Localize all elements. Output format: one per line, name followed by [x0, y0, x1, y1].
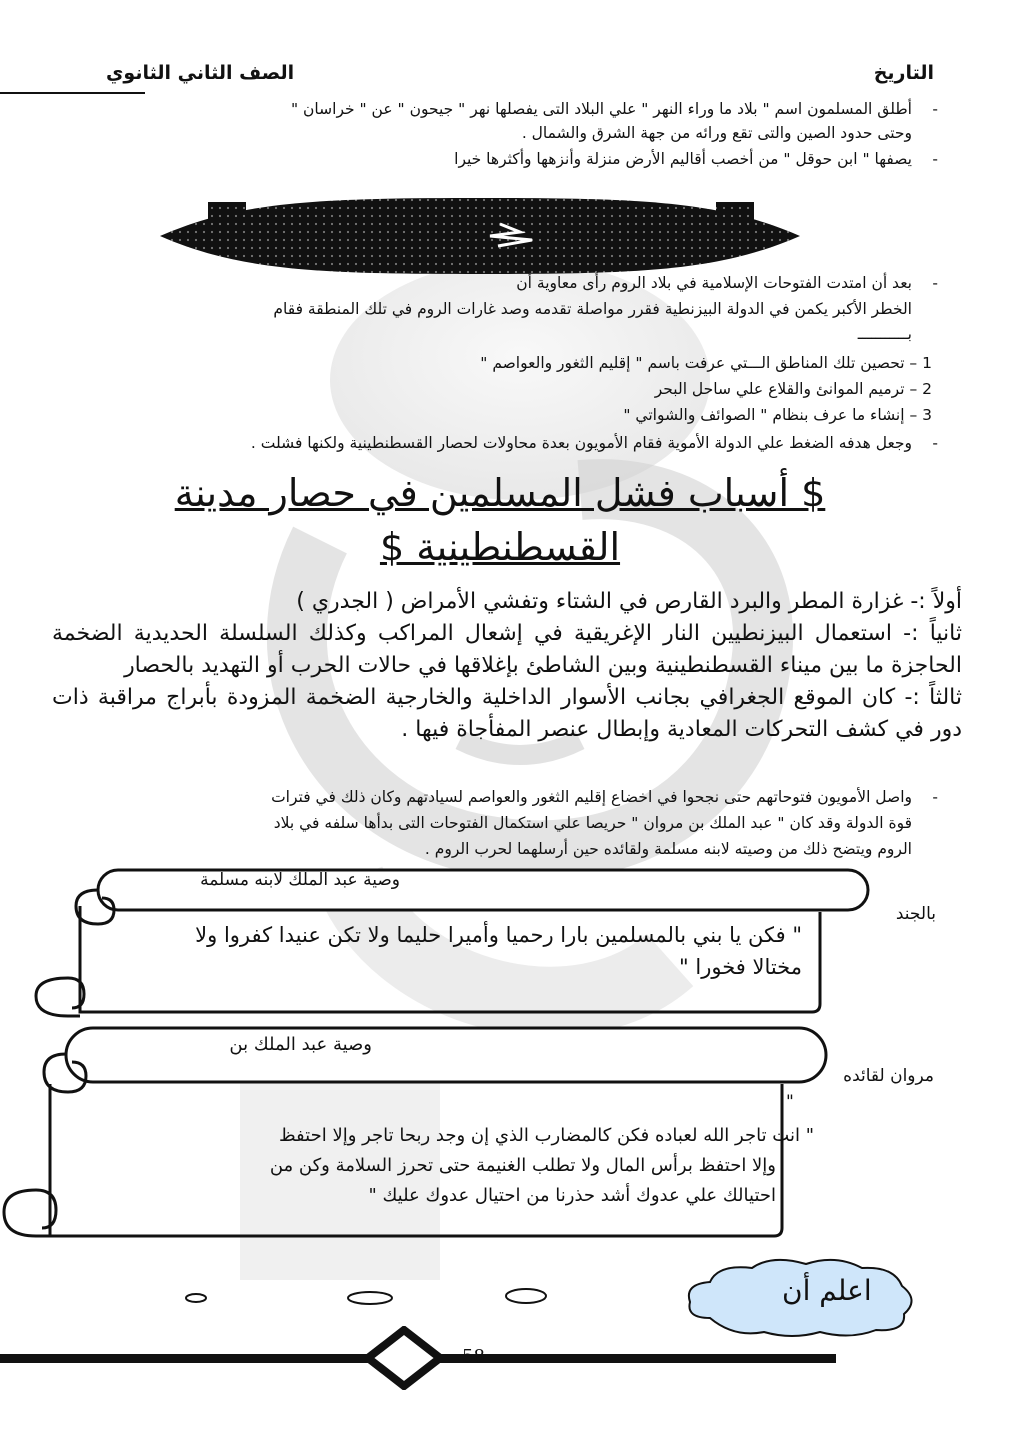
scroll2-title: وصية عبد الملك بن: [229, 1034, 372, 1055]
scroll2-text-line3: احتيالك علي عدوك أشد حذرنا من احتيال عدوك عليك ": [368, 1185, 776, 1206]
thughur-closing: - وجعل هدفه الضغط علي الدولة الأموية فقام الأمويون بعدة محاولات لحصار القسطنطينية ولكنها فشلت .: [250, 434, 938, 452]
cloud-label: اعلم أن: [782, 1274, 872, 1307]
scroll2-text-line2: وإلا احتفظ برأس المال ولا تطلب الغنيمة حتى تحرز السلامة وكن من: [269, 1155, 776, 1176]
scroll2-quote-mark: ": [786, 1092, 794, 1112]
intro-bullet-1: - أطلق المسلمون اسم " بلاد ما وراء النهر " علي البلاد التى يفصلها نهر " جيحون " عن " خراسان ": [290, 100, 938, 118]
cause-item-3: ثالثاً :- كان الموقع الجغرافي بجانب الأسوار الداخلية والخارجية الضخمة المزودة بأبراج مراقبة ذات دور في كشف التحركات المعادية وإبطال عنصر المفأجاة فيها .: [52, 685, 962, 742]
cause-item-1: أولاً :- غزارة المطر والبرد القارص في الشتاء وتفشي الأمراض ( الجدري ): [296, 589, 962, 614]
thughur-bullet-cont2: بـــــــــــ: [857, 325, 912, 343]
causes-heading-line2: القسطنطينية $: [379, 525, 621, 569]
scroll1-title: وصية عبد الملك لابنه مسلمة: [200, 870, 400, 890]
scroll1-text-line1: " فكن يا بني بالمسلمين بارا رحميا وأميرا حليما ولا تكن عنيدا كفروا ولا: [195, 923, 802, 947]
scroll1-side-label: بالجند: [895, 904, 936, 924]
footer-bar-left: [0, 1354, 372, 1363]
numbered-item-1: 1 – تحصين تلك المناطق الـــتي عرفت باسم " إقليم الثغور والعواصم ": [480, 354, 932, 372]
conquests-line2: قوة الدولة وقد كان " عبد الملك بن مروان " حريصا علي استكمال الفتوحات التى بدأها سلفه في بلاد: [273, 814, 912, 832]
grade-label: الصف الثاني الثانوي: [106, 62, 295, 84]
conquests-line3: الروم ويتضح ذلك من وصيته لابنه مسلمة ولقائده حين أرسلهما لحرب الروم .: [424, 840, 912, 858]
footer-bar-right: [436, 1354, 836, 1363]
intro-bullet-1-cont: وحتى حدود الصين والتى تقع ورائه من جهة الشرق والشمال .: [521, 124, 912, 142]
scroll2-side-label: مروان لقائده: [843, 1066, 934, 1086]
header-underline: [0, 92, 145, 94]
scroll1-text-line2: مختالا فخورا ": [679, 955, 802, 979]
thughur-bullet: - بعد أن امتدت الفتوحات الإسلامية في بلاد الروم رأى معاوية أن: [516, 274, 938, 292]
scroll2-text-line1: " انت تاجر الله لعباده فكن كالمضارب الذي إن وجد ربحا تاجر وإلا احتفظ: [278, 1125, 814, 1146]
date-label: التاريخ: [873, 62, 934, 84]
decorative-dots: [180, 1286, 580, 1310]
decorative-banner: [160, 196, 800, 276]
footer-diamond: [364, 1326, 444, 1390]
causes-heading-line1: $ أسباب فشل المسلمين في حصار مدينة: [174, 471, 826, 515]
page-number: 58: [462, 1346, 485, 1367]
cause-item-2: ثانياً :- استعمال البيزنطيين النار الإغريقية في إشعال المراكب وكذلك السلسلة الحديدية الضخمة الحاجزة ما بين ميناء القسطنطينية وبين الشاطئ بإغلاقها في حالات الحرب أو التهديد بالحصار: [52, 621, 962, 678]
numbered-item-2: 2 – ترميم الموانئ والقلاع علي ساحل البحر: [654, 380, 932, 398]
conquests-bullet: - واصل الأمويون فتوحاتهم حتى نجحوا في اخضاع إقليم الثغور والعواصم لسيادتهم وكان ذلك في فترات: [271, 788, 938, 806]
thughur-bullet-cont: الخطر الأكبر يكمن في الدولة البيزنطية فقرر مواصلة تقدمه وصد غارات الروم في تلك المنطقة فقام: [273, 300, 912, 318]
numbered-item-3: 3 – إنشاء ما عرف بنظام " الصوائف والشواتي ": [623, 406, 932, 424]
intro-bullet-2: - يصفها " ابن حوقل " من أخصب أقاليم الأرض منزلة وأنزهها وأكثرها خيرا: [454, 150, 938, 168]
